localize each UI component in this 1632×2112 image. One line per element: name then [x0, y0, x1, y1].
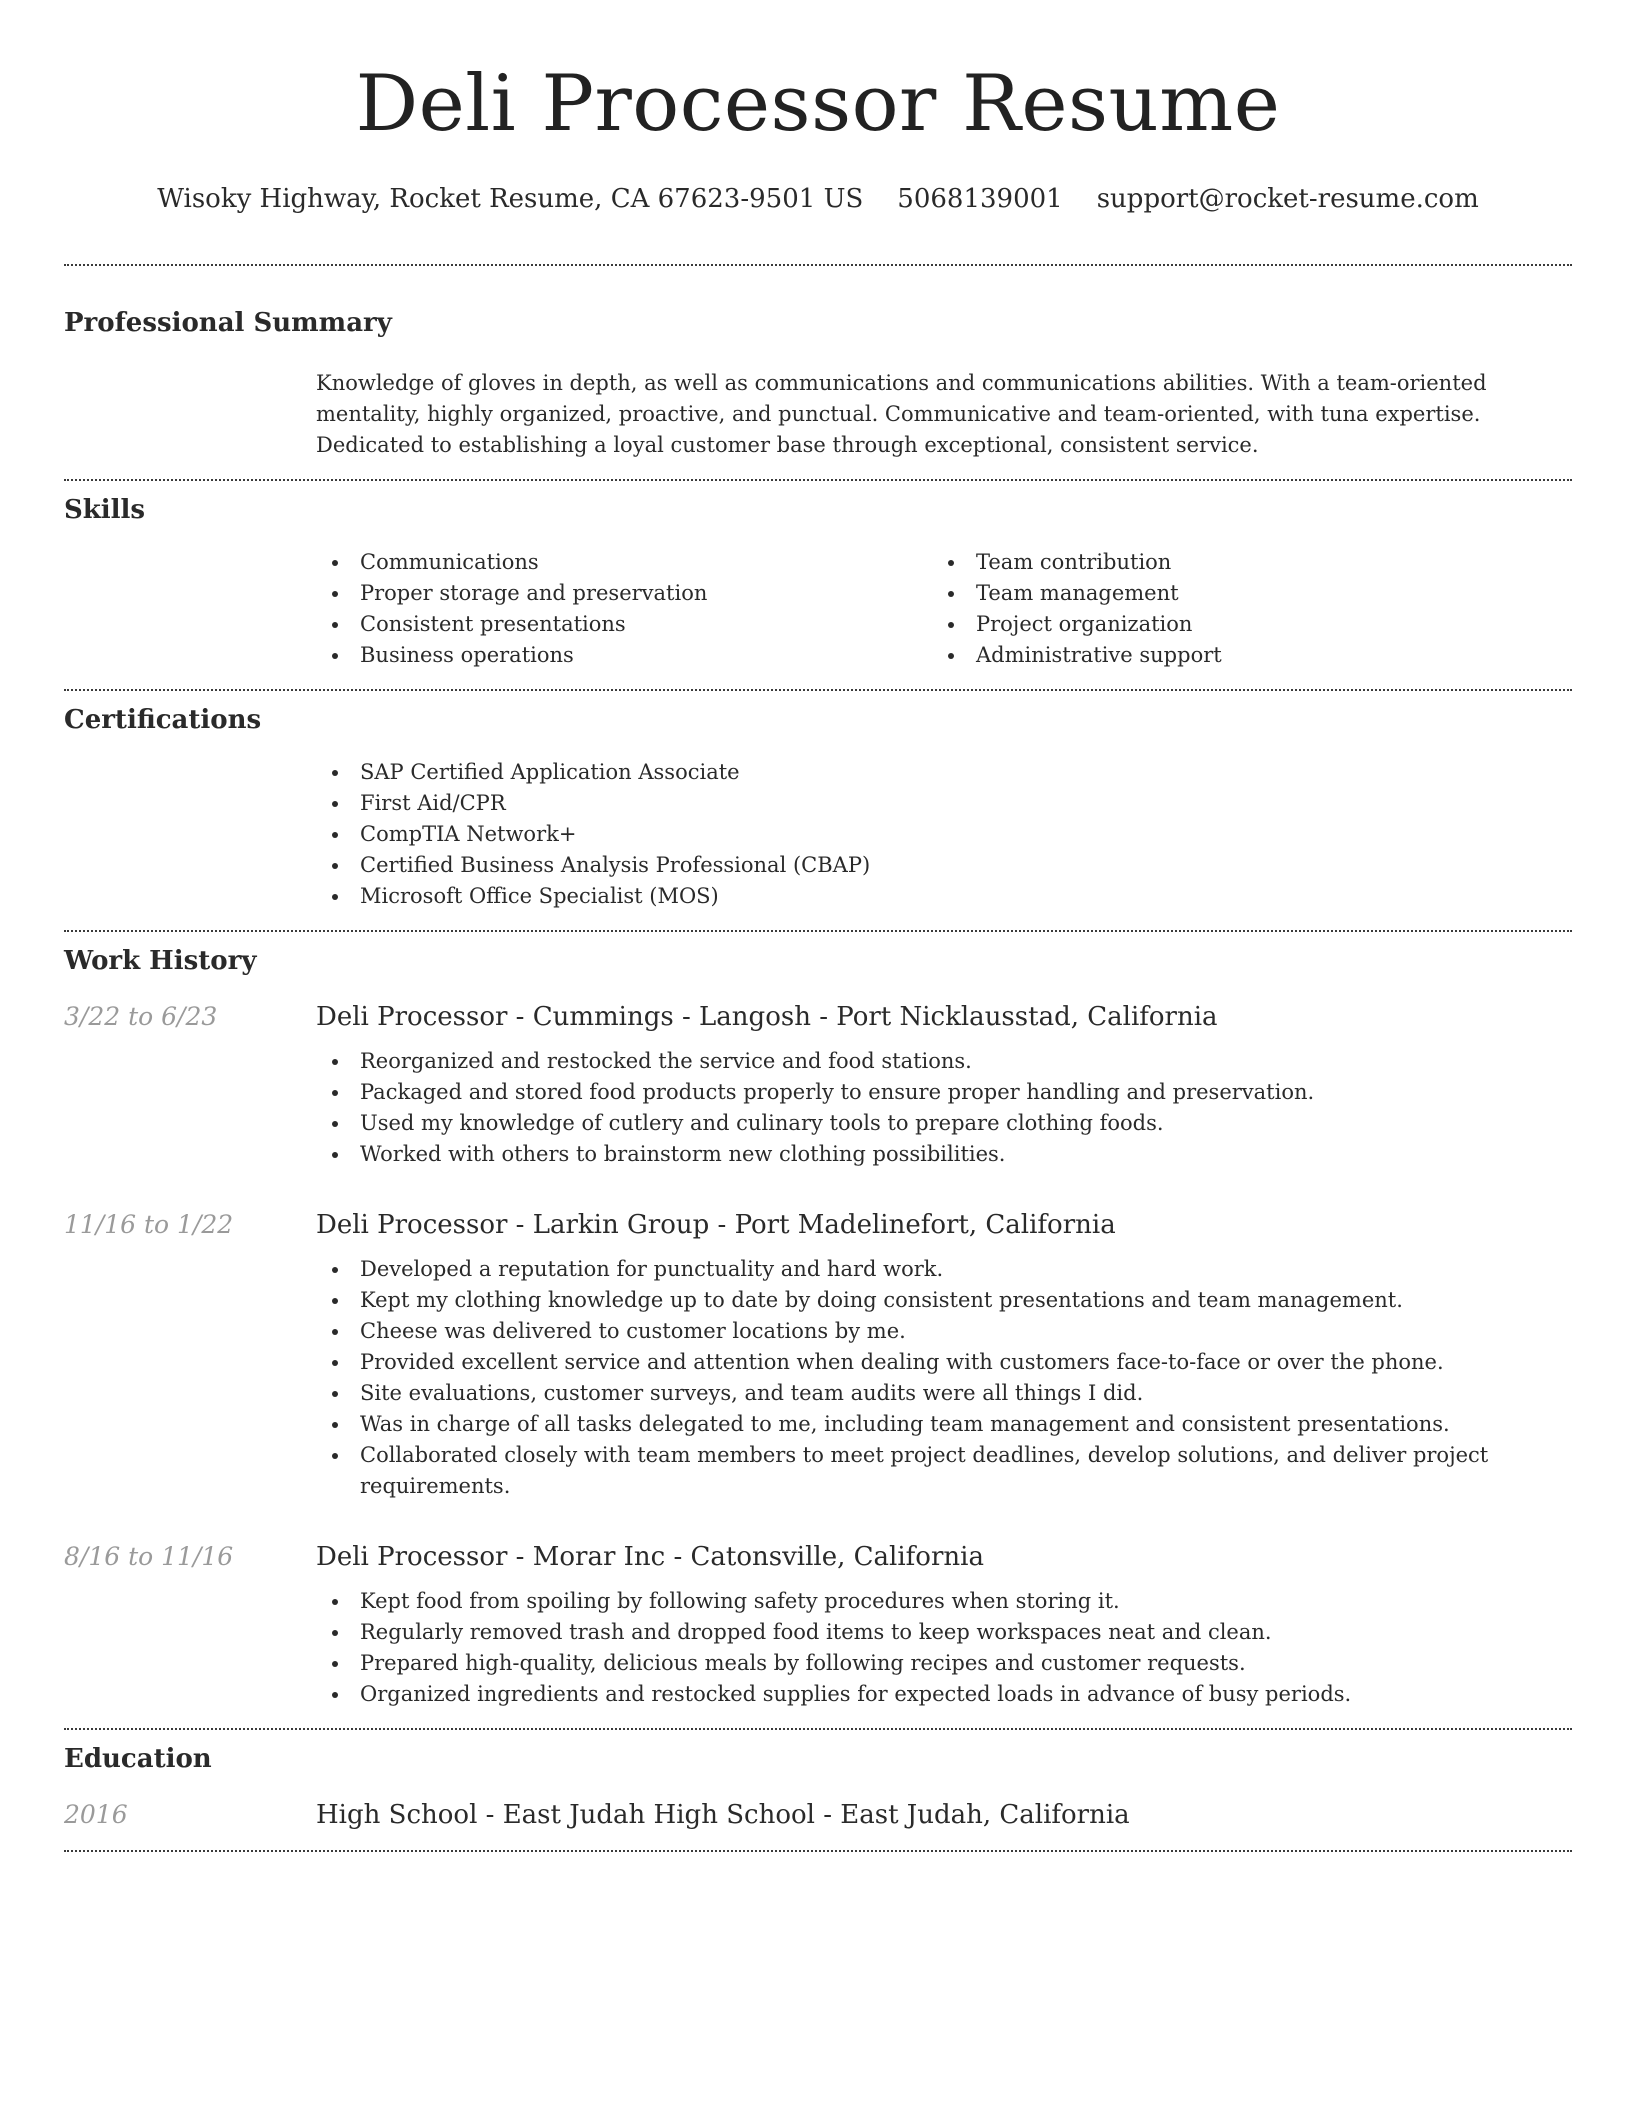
divider — [64, 689, 1572, 691]
list-item: Cheese was delivered to customer locations by me. — [316, 1316, 1572, 1347]
job-dates: 3/22 to 6/23 — [64, 1002, 218, 1031]
work-section — [64, 944, 1572, 1710]
list-item: Was in charge of all tasks delegated to me, including team management and consistent presentations. — [316, 1409, 1572, 1440]
job-bullets — [316, 1254, 1572, 1502]
job-title: Deli Processor - Larkin Group - Port Madelinefort, California — [316, 1210, 1116, 1240]
resume-title: Deli Processor Resume — [355, 59, 1281, 149]
work-heading: Work History — [64, 946, 257, 976]
job-bullets — [316, 1586, 1572, 1710]
list-item: Collaborated closely with team members to meet project deadlines, develop solutions, and deliver project requirements. — [316, 1440, 1572, 1502]
job-entry — [64, 1208, 1572, 1502]
skills-list-left — [316, 547, 932, 671]
list-item: Reorganized and restocked the service and food stations. — [316, 1046, 1572, 1077]
resume-page — [64, 0, 1572, 1852]
job-bullets — [316, 1046, 1572, 1170]
job-title: Deli Processor - Morar Inc - Catonsville, California — [316, 1542, 984, 1572]
list-item: Business operations — [316, 640, 932, 671]
list-item: Consistent presentations — [316, 609, 932, 640]
list-item: Team management — [932, 578, 1548, 609]
job-header — [64, 1000, 1572, 1034]
list-item: Provided excellent service and attention when dealing with customers face-to-face or over the phone. — [316, 1347, 1572, 1378]
education-year: 2016 — [64, 1800, 128, 1829]
list-item: SAP Certified Application Associate — [316, 757, 1572, 788]
job-dates: 11/16 to 1/22 — [64, 1210, 234, 1239]
certifications-list — [316, 757, 1572, 912]
list-item: CompTIA Network+ — [316, 819, 1572, 850]
list-item: Worked with others to brainstorm new clothing possibilities. — [316, 1139, 1572, 1170]
list-item: Project organization — [932, 609, 1548, 640]
education-section — [64, 1742, 1572, 1832]
contact-line — [64, 182, 1572, 216]
job-header — [64, 1540, 1572, 1574]
list-item: Kept food from spoiling by following safety procedures when storing it. — [316, 1586, 1572, 1617]
job-entry — [64, 1000, 1572, 1170]
skills-grid — [316, 547, 1572, 671]
contact-phone: 5068139001 — [897, 184, 1063, 214]
job-header — [64, 1208, 1572, 1242]
job-dates: 8/16 to 11/16 — [64, 1542, 234, 1571]
list-item: Microsoft Office Specialist (MOS) — [316, 881, 1572, 912]
skills-heading: Skills — [64, 495, 146, 525]
list-item: Developed a reputation for punctuality and hard work. — [316, 1254, 1572, 1285]
certifications-heading: Certifications — [64, 705, 262, 735]
divider — [64, 930, 1572, 932]
divider — [64, 1728, 1572, 1730]
list-item: Organized ingredients and restocked supplies for expected loads in advance of busy periods. — [316, 1679, 1572, 1710]
skills-list-right — [932, 547, 1548, 671]
divider — [64, 264, 1572, 266]
divider — [64, 1850, 1572, 1852]
list-item: Communications — [316, 547, 932, 578]
skills-section — [64, 493, 1572, 671]
contact-email: support@rocket-resume.com — [1096, 184, 1479, 214]
list-item: Site evaluations, customer surveys, and team audits were all things I did. — [316, 1378, 1572, 1409]
education-heading: Education — [64, 1744, 212, 1774]
list-item: Administrative support — [932, 640, 1548, 671]
list-item: Used my knowledge of cutlery and culinary tools to prepare clothing foods. — [316, 1108, 1572, 1139]
list-item: Proper storage and preservation — [316, 578, 932, 609]
list-item: Certified Business Analysis Professional (CBAP) — [316, 850, 1572, 881]
job-entry — [64, 1540, 1572, 1710]
contact-address: Wisoky Highway, Rocket Resume, CA 67623-9501 US — [157, 184, 864, 214]
summary-section — [64, 306, 1572, 461]
list-item: Regularly removed trash and dropped food items to keep workspaces neat and clean. — [316, 1617, 1572, 1648]
job-title: Deli Processor - Cummings - Langosh - Port Nicklausstad, California — [316, 1002, 1218, 1032]
list-item: Packaged and stored food products properly to ensure proper handling and preservation. — [316, 1077, 1572, 1108]
summary-text: Knowledge of gloves in depth, as well as communications and communications abilities. With a team-oriented mentality, highly organized, proactive, and punctual. Communicative and team-oriented, with tuna expertise. Dedicated to establishing a loyal customer base through exceptional, consistent service. — [316, 371, 1487, 457]
summary-heading: Professional Summary — [64, 308, 392, 338]
certifications-section — [64, 703, 1572, 912]
list-item: First Aid/CPR — [316, 788, 1572, 819]
list-item: Prepared high-quality, delicious meals by following recipes and customer requests. — [316, 1648, 1572, 1679]
divider — [64, 479, 1572, 481]
education-title: High School - East Judah High School - East Judah, California — [316, 1800, 1130, 1830]
list-item: Kept my clothing knowledge up to date by doing consistent presentations and team management. — [316, 1285, 1572, 1316]
list-item: Team contribution — [932, 547, 1548, 578]
education-entry — [64, 1798, 1572, 1832]
